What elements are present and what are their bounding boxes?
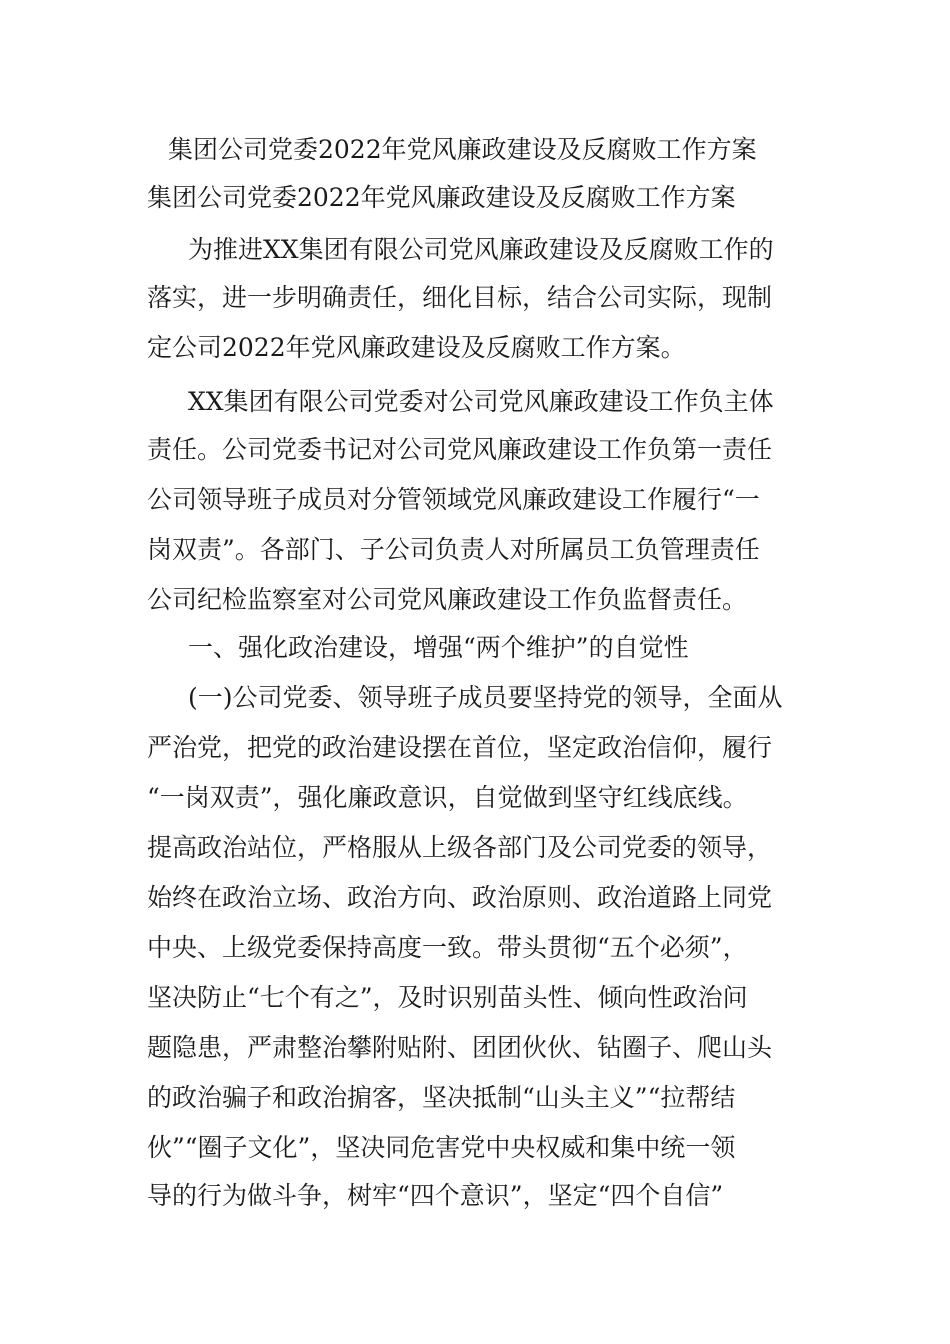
paragraph-3-line-3: “一岗双责”，强化廉政意识，自觉做到坚守红线底线。 (147, 783, 748, 812)
paragraph-3-line-5: 始终在政治立场、政治方向、政治原则、政治道路上同党 (147, 883, 773, 912)
paragraph-3-line-7: 坚决防止“七个有之”，及时识别苗头性、倾向性政治问 (147, 983, 748, 1012)
document-title-repeat: 集团公司党委2022年党风廉政建设及反腐败工作方案 (147, 183, 736, 212)
paragraph-3-line-1: (一)公司党委、领导班子成员要坚持党的领导，全面从 (188, 683, 783, 712)
paragraph-3-line-6: 中央、上级党委保持高度一致。带头贯彻“五个必须”， (147, 933, 748, 962)
paragraph-3-line-8: 题隐患，严肃整治攀附贴附、团团伙伙、钻圈子、爬山头 (147, 1033, 773, 1062)
paragraph-2-line-5: 公司纪检监察室对公司党风廉政建设工作负监督责任。 (147, 585, 748, 614)
paragraph-3-line-10: 伙”“圈子文化”，坚决同危害党中央权威和集中统一领 (147, 1133, 736, 1162)
paragraph-2-line-3: 公司领导班子成员对分管领域党风廉政建设工作履行“一 (147, 485, 760, 514)
paragraph-2-line-1: XX集团有限公司党委对公司党风廉政建设工作负主体 (188, 387, 774, 416)
paragraph-3-line-11: 导的行为做斗争，树牢“四个意识”，坚定“四个自信” (147, 1181, 724, 1210)
paragraph-2-line-4: 岗双责”。各部门、子公司负责人对所属员工负管理责任 (147, 535, 760, 564)
paragraph-1-line-1: 为推进XX集团有限公司党风廉政建设及反腐败工作的 (188, 235, 774, 264)
paragraph-2-line-2: 责任。公司党委书记对公司党风廉政建设工作负第一责任 (147, 435, 773, 464)
paragraph-3-line-2: 严治党，把党的政治建设摆在首位，坚定政治信仰，履行 (147, 733, 773, 762)
paragraph-1-line-3: 定公司2022年党风廉政建设及反腐败工作方案。 (147, 333, 686, 362)
paragraph-3-line-9: 的政治骗子和政治掮客，坚决抵制“山头主义”“拉帮结 (147, 1083, 736, 1112)
paragraph-3-line-4: 提高政治站位，严格服从上级各部门及公司党委的领导， (147, 833, 773, 862)
document-title: 集团公司党委2022年党风廉政建设及反腐败工作方案 (168, 135, 757, 164)
section-heading-1: 一、强化政治建设，增强“两个维护”的自觉性 (188, 633, 689, 662)
paragraph-1-line-2: 落实，进一步明确责任，细化目标，结合公司实际，现制 (147, 283, 773, 312)
